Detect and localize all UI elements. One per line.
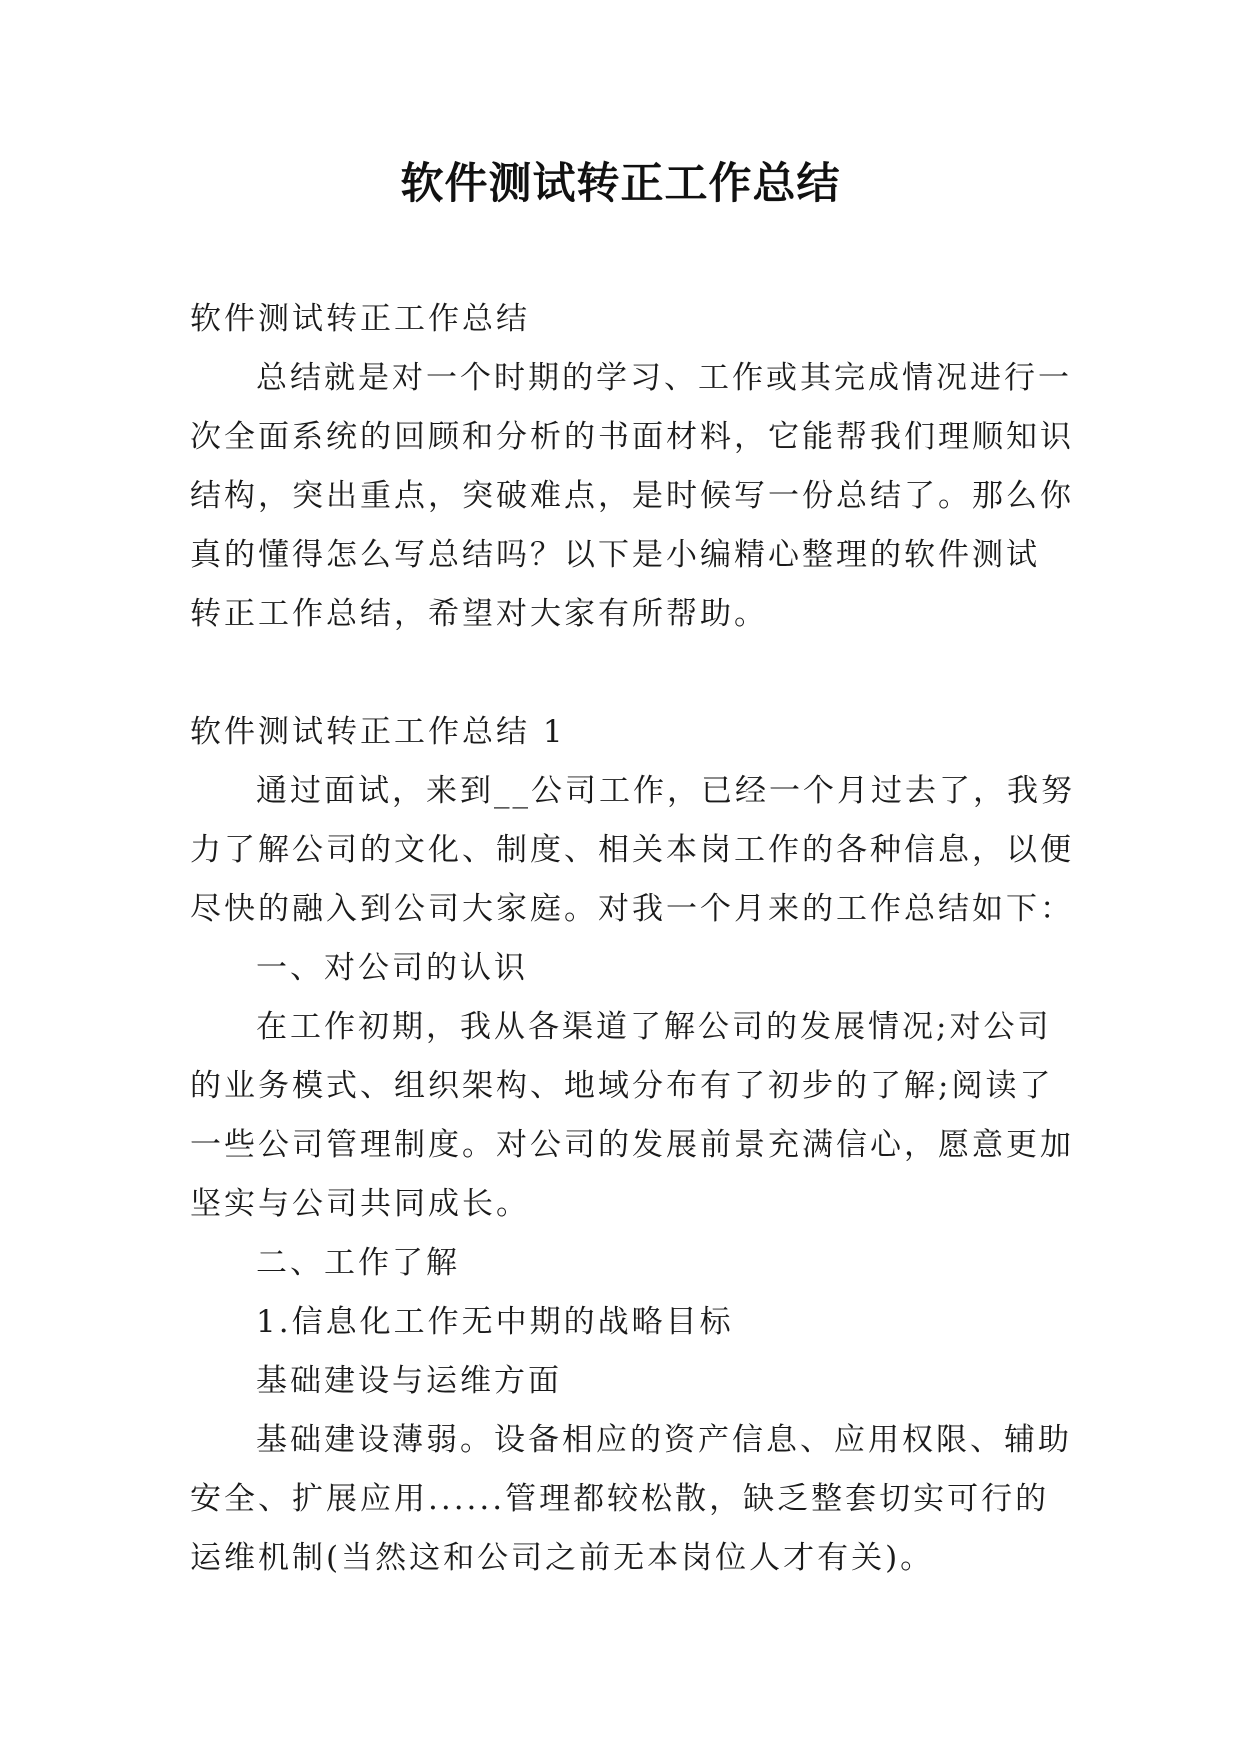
paragraph-p-company: [190, 998, 1074, 1234]
text-line: 尽快的融入到公司大家庭。对我一个月来的工作总结如下：: [190, 891, 1074, 927]
paragraph-heading-2: [190, 703, 1056, 762]
paragraph-sub-heading: [190, 1352, 1056, 1411]
paragraph-gap: [190, 644, 1056, 703]
text-line: 真的懂得怎么写总结吗？以下是小编精心整理的软件测试: [190, 537, 1040, 573]
text-line: 转正工作总结，希望对大家有所帮助。: [190, 596, 768, 632]
paragraph-heading-1: [190, 290, 1056, 349]
text-line: 一些公司管理制度。对公司的发展前景充满信心，愿意更加: [190, 1127, 1074, 1163]
paragraph-p-infra: [190, 1411, 1072, 1588]
text-line: 在工作初期，我从各渠道了解公司的发展情况;对公司: [256, 1009, 1052, 1045]
text-line: 软件测试转正工作总结 1: [190, 714, 566, 750]
document-body: [190, 290, 1075, 1588]
text-line: 坚实与公司共同成长。: [190, 1186, 530, 1222]
text-line: 运维机制(当然这和公司之前无本岗位人才有关)。: [190, 1540, 935, 1576]
text-line: 基础建设与运维方面: [256, 1363, 562, 1399]
text-line: 1.信息化工作无中期的战略目标: [256, 1304, 734, 1340]
text-line: 的业务模式、组织架构、地域分布有了初步的了解;阅读了: [190, 1068, 1054, 1104]
text-line: 基础建设薄弱。设备相应的资产信息、应用权限、辅助: [256, 1422, 1072, 1458]
text-line: 二、工作了解: [256, 1245, 460, 1281]
paragraph-intro: [190, 349, 1074, 644]
text-line: 次全面系统的回顾和分析的书面材料，它能帮我们理顺知识: [190, 419, 1074, 455]
text-line: 通过面试，来到__公司工作，已经一个月过去了，我努: [256, 773, 1075, 809]
paragraph-p-joined: [190, 762, 1075, 939]
text-line: 总结就是对一个时期的学习、工作或其完成情况进行一: [256, 360, 1072, 396]
text-line: 力了解公司的文化、制度、相关本岗工作的各种信息，以便: [190, 832, 1074, 868]
paragraph-section-2: [190, 1234, 1056, 1293]
text-line: 一、对公司的认识: [256, 950, 528, 986]
text-line: 结构，突出重点，突破难点，是时候写一份总结了。那么你: [190, 478, 1074, 514]
text-line: 安全、扩展应用......管理都较松散，缺乏整套切实可行的: [190, 1481, 1050, 1517]
paragraph-section-1: [190, 939, 1056, 998]
document-title: 软件测试转正工作总结: [400, 159, 841, 209]
paragraph-item-1: [190, 1293, 1056, 1352]
text-line: 软件测试转正工作总结: [190, 301, 530, 337]
